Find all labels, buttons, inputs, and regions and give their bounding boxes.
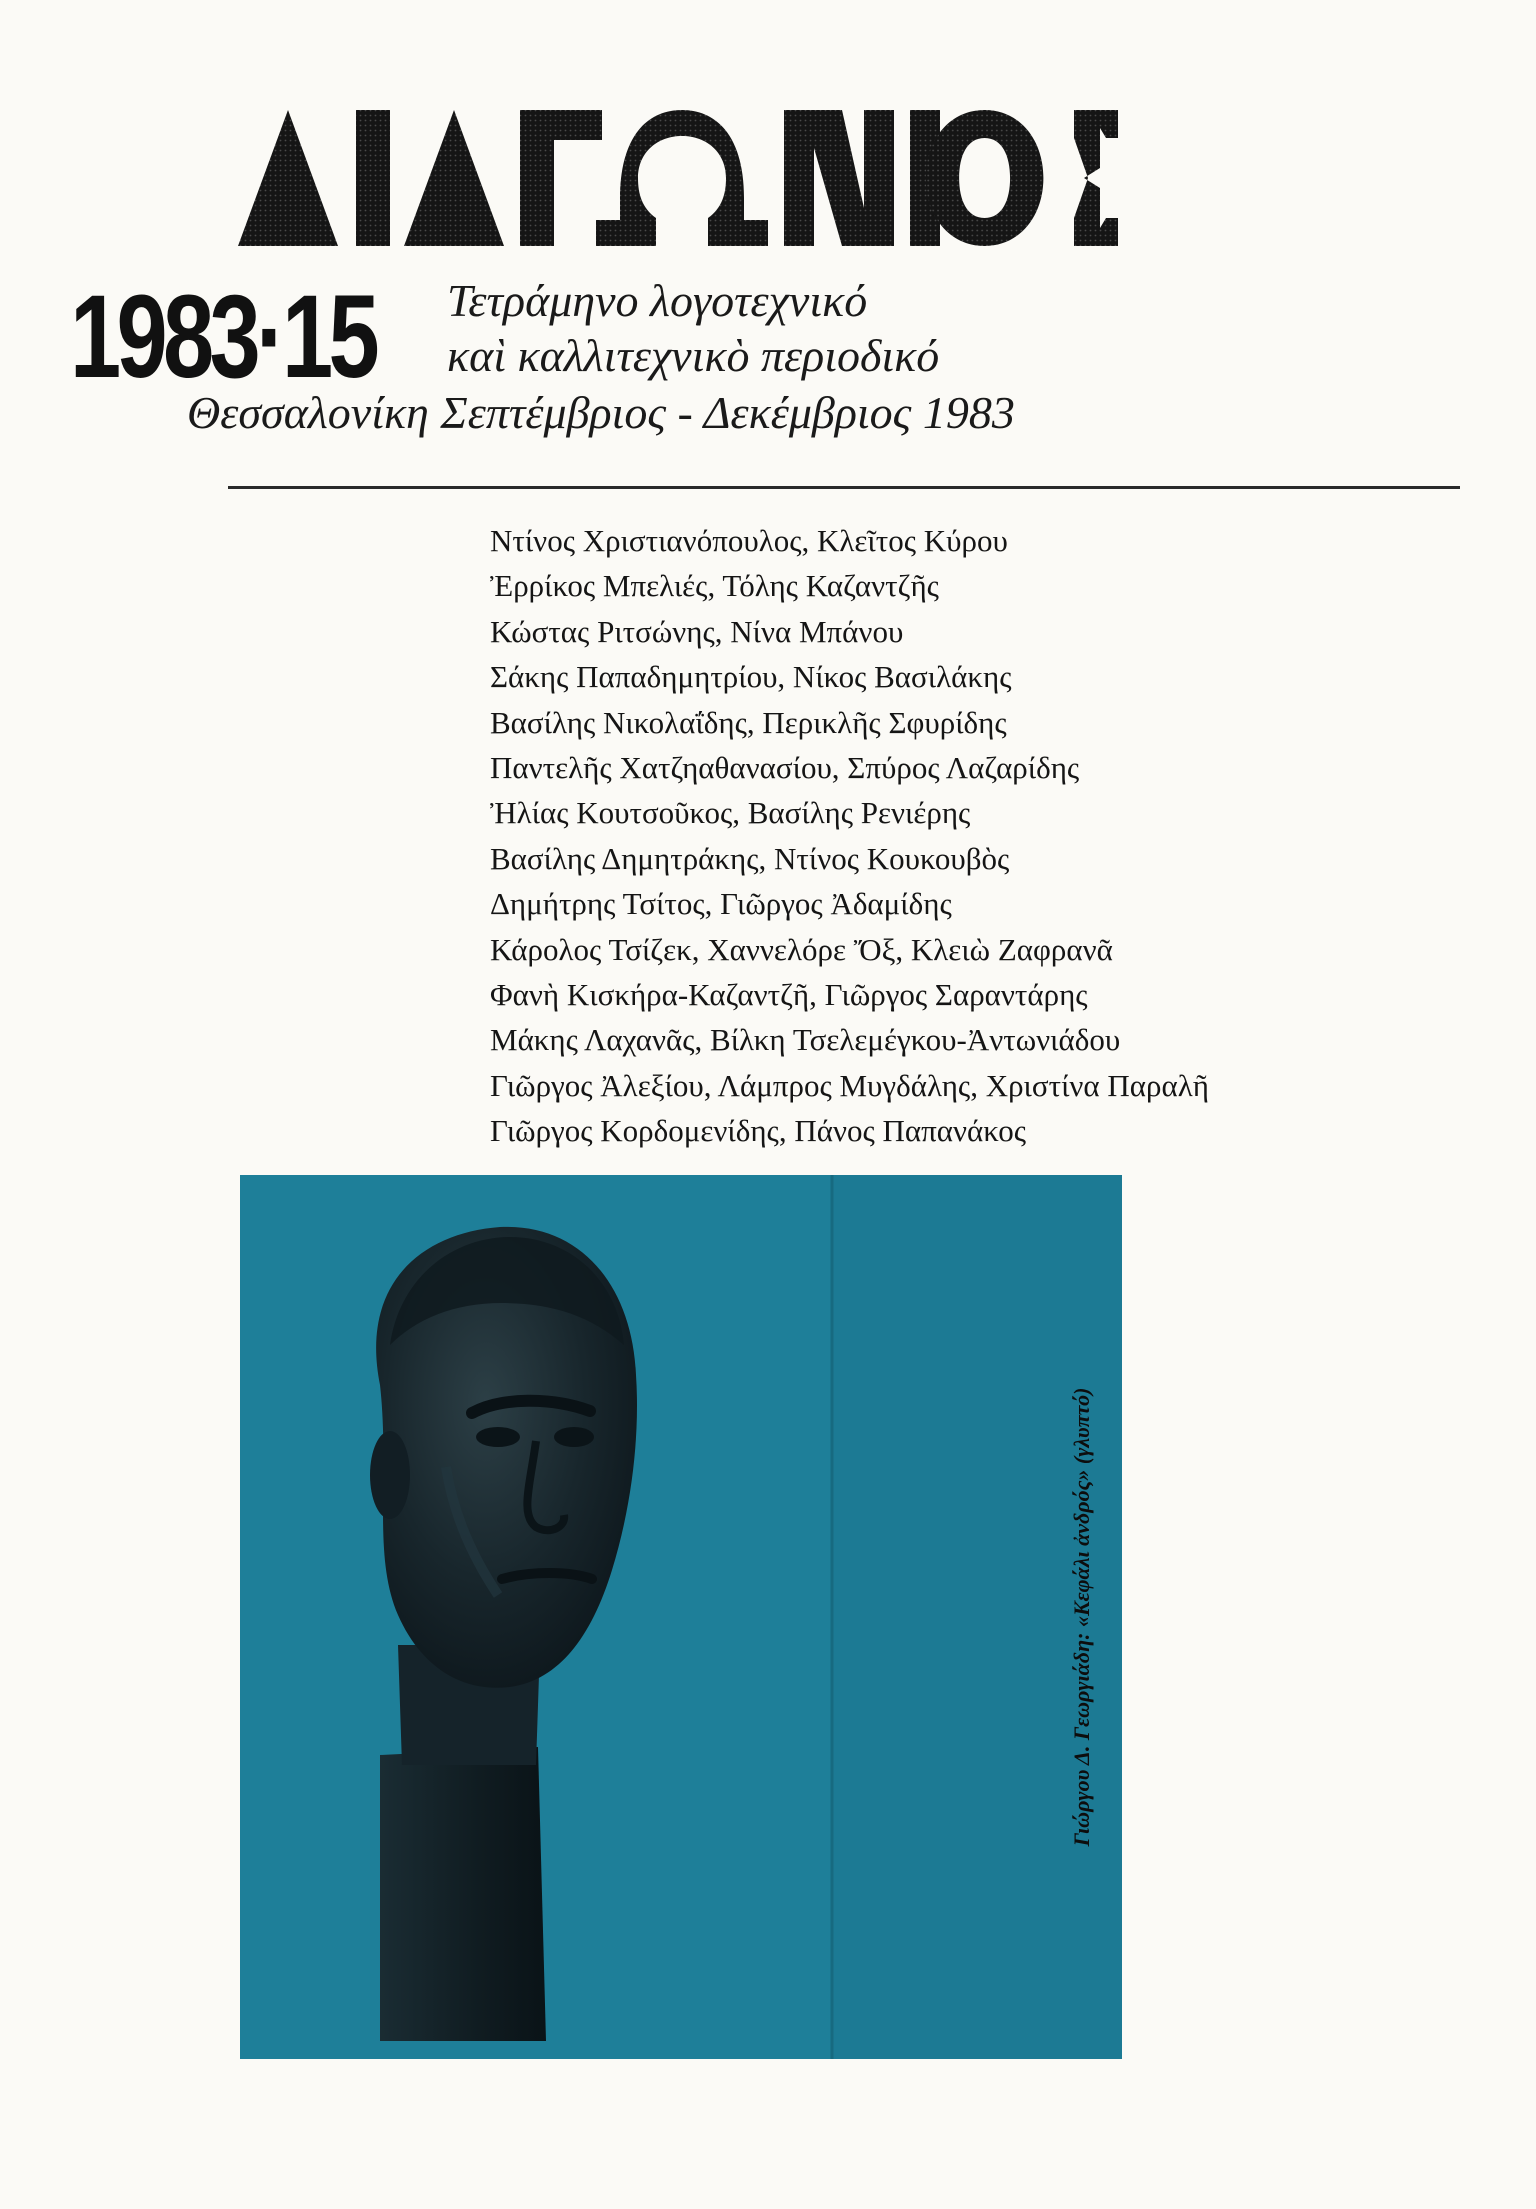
contributor-line: Παντελῆς Χατζηαθανασίου, Σπύρος Λαζαρίδης (490, 750, 1080, 786)
bust-left-eye (476, 1427, 520, 1447)
subtitle-line-2: καὶ καλλιτεχνικὸ περιοδικό (447, 330, 940, 381)
bust-right-eye (554, 1427, 594, 1447)
contributor-line: Βασίλης Νικολαΐδης, Περικλῆς Σφυρίδης (490, 704, 1007, 740)
contributor-line: Γιῶργος Ἀλεξίου, Λάμπρος Μυγδάλης, Χριστίνα Παραλῆ (490, 1067, 1209, 1103)
contributor-line: Ντίνος Χριστιανόπουλος, Κλεῖτος Κύρου (490, 523, 1008, 558)
masthead-logo (238, 108, 1118, 248)
contributor-line: Δημήτρης Τσίτος, Γιῶργος Ἀδαμίδης (490, 886, 952, 922)
stencil-title-graphic (238, 108, 1118, 248)
bust-sculpture-image (240, 1175, 1122, 2059)
contributor-line: Ἠλίας Κουτσοῦκος, Βασίλης Ρενιέρης (490, 795, 971, 831)
contributor-line: Ἐρρίκος Μπελιές, Τόλης Καζαντζῆς (490, 568, 939, 604)
contributors-list (490, 518, 1209, 1154)
subtitle-line-1: Τετράμηνο λογοτεχνικό (447, 275, 868, 326)
horizontal-divider (228, 486, 1460, 489)
contributor-line: Μάκης Λαχανᾶς, Βίλκη Τσελεμέγκου-Ἀντωνιάδου (490, 1022, 1121, 1058)
plinth-block (380, 1747, 546, 2041)
bust-ear (370, 1431, 410, 1519)
contributor-line: Γιῶργος Κορδομενίδης, Πάνος Παπανάκος (490, 1113, 1026, 1149)
issue-number: 1983·15 (70, 271, 376, 403)
contributor-line: Φανὴ Κισκήρα-Καζαντζῆ, Γιῶργος Σαραντάρης (490, 977, 1088, 1013)
contributor-line: Βασίλης Δημητράκης, Ντίνος Κουκουβὸς (490, 840, 1010, 876)
photo-caption-text: Γιώργου Δ. Γεωργιάδη: «Κεφάλι ἀνδρός» (γλυπτό) (1069, 1387, 1094, 1847)
subtitle-line-3: Θεσσαλονίκη Σεπτέμβριος - Δεκέμβριος 1983 (187, 387, 1015, 438)
contributor-line: Σάκης Παπαδημητρίου, Νίκος Βασιλάκης (490, 659, 1012, 695)
contributor-line: Κώστας Ριτσώνης, Νίνα Μπάνου (490, 613, 904, 649)
contributor-line: Κάρολος Τσίζεκ, Χαννελόρε Ὄξ, Κλειὼ Ζαφρανᾶ (490, 931, 1113, 967)
cover-photo (240, 1175, 1122, 2059)
